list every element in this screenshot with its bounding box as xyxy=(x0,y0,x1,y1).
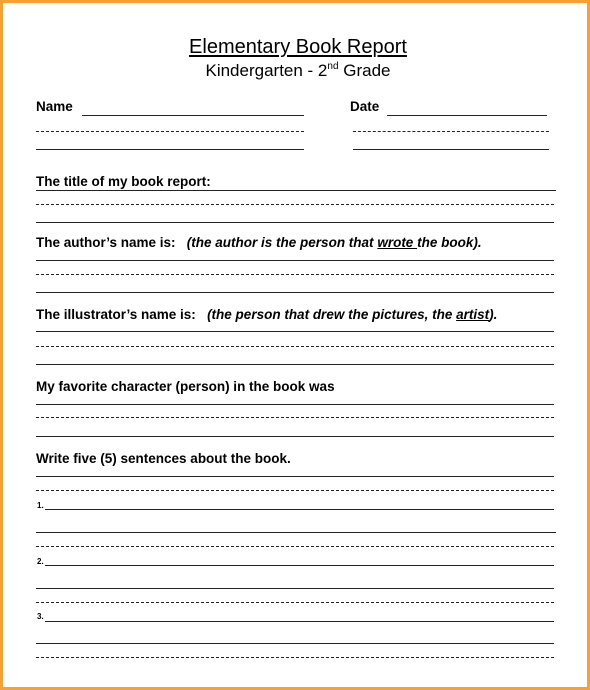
author-dashed-line xyxy=(36,274,554,275)
sentence-1-writing-line[interactable] xyxy=(45,509,554,510)
illustrator-hint-before: (the person that drew the pictures, the xyxy=(207,307,457,322)
illustrator-prompt-row xyxy=(36,307,497,322)
character-dashed-line xyxy=(36,417,554,418)
author-hint-underlined: wrote xyxy=(377,235,418,250)
name-writing-line[interactable] xyxy=(36,149,304,150)
sentence-number-3: 3. xyxy=(37,612,44,621)
date-dashed-line xyxy=(353,131,549,132)
subtitle-prefix: Kindergarten - 2 xyxy=(205,61,328,80)
sentence-2-writing-line[interactable] xyxy=(45,565,554,566)
sentence-3-dashed-line xyxy=(36,657,554,658)
author-hint xyxy=(187,235,482,250)
character-line-top[interactable] xyxy=(36,404,554,405)
sentence-1-dashed-line xyxy=(36,546,554,547)
page-title-text: Elementary Book Report xyxy=(189,36,407,58)
sentence-number-1: 1. xyxy=(37,501,44,510)
sentences-dashed-line xyxy=(36,490,554,491)
author-hint-before: (the author is the person that xyxy=(186,235,378,250)
illustrator-hint-after: ). xyxy=(489,307,498,322)
sentence-number-2: 2. xyxy=(37,557,44,566)
character-prompt: My favorite character (person) in the book was xyxy=(36,379,335,394)
page-title xyxy=(3,36,590,59)
title-dashed-line xyxy=(36,204,554,205)
illustrator-line-top[interactable] xyxy=(36,331,554,332)
title-line-top[interactable] xyxy=(36,190,556,191)
page-subtitle xyxy=(3,61,590,81)
illustrator-line-bottom[interactable] xyxy=(36,364,554,365)
title-line-bottom[interactable] xyxy=(36,222,554,223)
subtitle-sup: nd xyxy=(327,61,339,72)
date-writing-line[interactable] xyxy=(353,149,549,150)
sentence-3-line-top[interactable] xyxy=(36,643,554,644)
sentences-prompt: Write five (5) sentences about the book. xyxy=(36,451,291,466)
illustrator-prompt: The illustrator’s name is: xyxy=(36,307,196,322)
author-hint-after: the book). xyxy=(417,235,482,250)
illustrator-hint xyxy=(207,307,497,322)
sentence-1-line-top[interactable] xyxy=(36,532,556,533)
sentence-2-line-top[interactable] xyxy=(36,588,554,589)
name-input-line[interactable] xyxy=(82,115,304,116)
sentence-3-writing-line[interactable] xyxy=(45,621,554,622)
sentences-line-top[interactable] xyxy=(36,476,554,477)
date-input-line[interactable] xyxy=(387,115,547,116)
name-dashed-line xyxy=(36,131,304,132)
author-prompt: The author’s name is: xyxy=(36,235,176,250)
subtitle-suffix: Grade xyxy=(338,61,391,80)
illustrator-hint-underlined: artist xyxy=(456,307,490,322)
author-line-bottom[interactable] xyxy=(36,292,554,293)
sentence-2-dashed-line xyxy=(36,602,554,603)
author-line-top[interactable] xyxy=(36,260,554,261)
date-label: Date xyxy=(350,99,380,114)
character-line-bottom[interactable] xyxy=(36,436,554,437)
author-prompt-row xyxy=(36,235,482,250)
name-label: Name xyxy=(36,99,73,114)
title-prompt: The title of my book report: xyxy=(36,174,211,189)
illustrator-dashed-line xyxy=(36,346,554,347)
